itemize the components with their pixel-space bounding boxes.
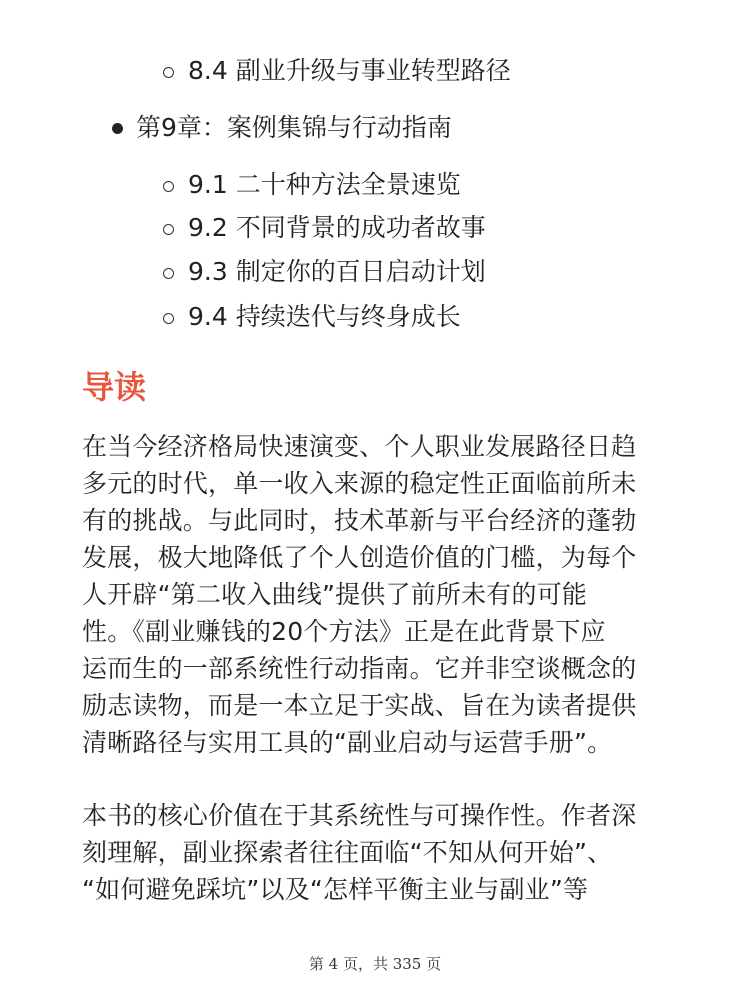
hollow-bullet-icon bbox=[163, 181, 174, 192]
paragraph-line: 清晰路径与实用工具的“副业启动与运营手册”。 bbox=[82, 728, 613, 757]
paragraph-line: 多元的时代，单一收入来源的稳定性正面临前所未 bbox=[82, 469, 637, 498]
paragraph-line: “如何避免踩坑”以及“怎样平衡主业与副业”等 bbox=[82, 875, 589, 904]
paragraph-line: 刻理解，副业探索者往往面临“不知从何开始”、 bbox=[82, 838, 613, 867]
toc-item-label: 9.3 制定你的百日启动计划 bbox=[188, 257, 486, 286]
section-heading: 导读 bbox=[82, 368, 147, 406]
paragraph-line: 有的挑战。与此同时，技术革新与平台经济的蓬勃 bbox=[82, 506, 637, 535]
paragraph-line: 人开辟“第二收入曲线”提供了前所未有的可能 bbox=[82, 580, 588, 609]
paragraph-line: 励志读物，而是一本立足于实战、旨在为读者提供 bbox=[82, 691, 637, 720]
hollow-bullet-icon bbox=[163, 67, 174, 78]
intro-paragraph-1 bbox=[82, 428, 668, 761]
intro-paragraph-2 bbox=[82, 797, 668, 908]
toc-item-label: 9.1 二十种方法全景速览 bbox=[188, 170, 461, 199]
hollow-bullet-icon bbox=[163, 224, 174, 235]
paragraph-line: 发展，极大地降低了个人创造价值的门槛，为每个 bbox=[82, 543, 637, 572]
paragraph-line: 运而生的一部系统性行动指南。它并非空谈概念的 bbox=[82, 654, 637, 683]
toc-item-label: 第9章：案例集锦与行动指南 bbox=[136, 113, 452, 142]
filled-bullet-icon bbox=[112, 123, 123, 134]
toc-item-label: 9.4 持续迭代与终身成长 bbox=[188, 302, 461, 331]
page-footer: 第 4 页，共 335 页 bbox=[308, 955, 442, 973]
hollow-bullet-icon bbox=[163, 313, 174, 324]
paragraph-line: 在当今经济格局快速演变、个人职业发展路径日趋 bbox=[82, 432, 637, 461]
toc-item-label: 9.2 不同背景的成功者故事 bbox=[188, 213, 486, 242]
toc-item-label: 8.4 副业升级与事业转型路径 bbox=[188, 56, 511, 85]
paragraph-line: 性。《副业赚钱的20个方法》正是在此背景下应 bbox=[82, 617, 606, 646]
paragraph-line: 本书的核心价值在于其系统性与可操作性。作者深 bbox=[82, 801, 637, 830]
hollow-bullet-icon bbox=[163, 268, 174, 279]
